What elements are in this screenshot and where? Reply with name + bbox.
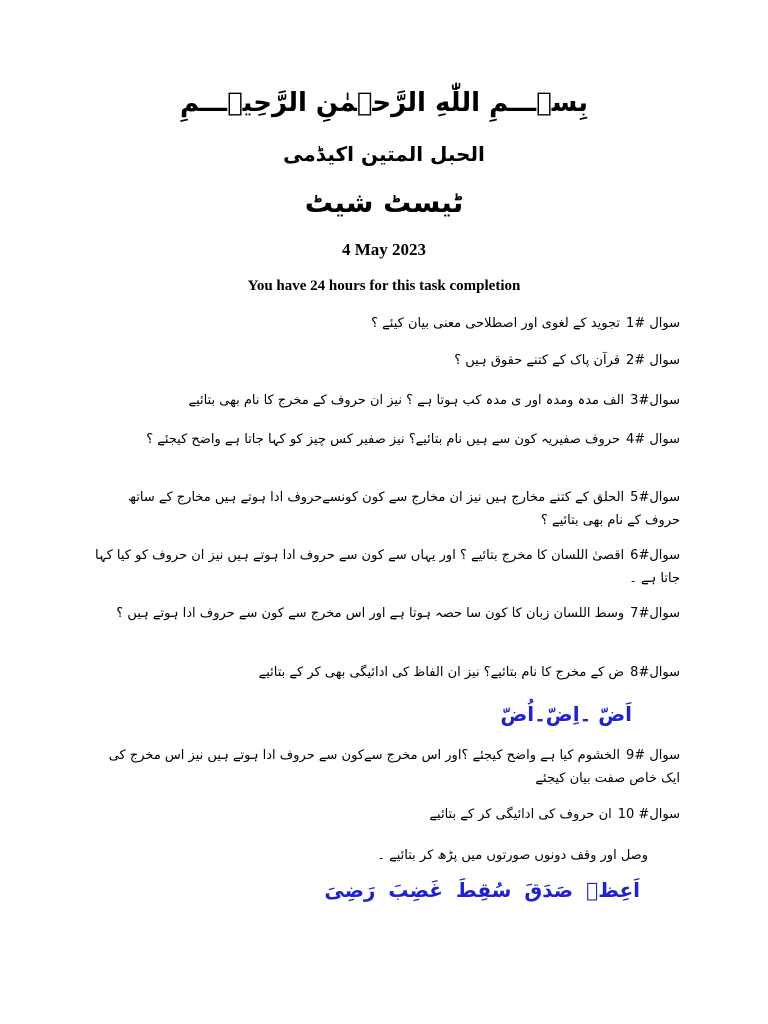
question-text: الحلق کے کتنے مخارج ہیں نیز ان مخارج سے کون کونسےحروف ادا ہوتے ہیں مخارج کے ساتھ حروف کے نام بھی بتائیے ؟	[128, 490, 680, 528]
question-number: سوال#5	[630, 490, 680, 505]
question-text: ض کے مخرج کا نام بتائیے؟ نیز ان الفاظ کی ادائیگی بھی کر کے بتائیے	[258, 665, 625, 680]
bismillah-heading: بِسۡـــمِ اللّٰهِ الرَّحۡمٰنِ الرَّحِيۡـــمِ	[180, 88, 588, 118]
question-text: اقصیٰ اللسان کا مخرج بتائیے ؟ اور یہاں سے کون سے حروف ادا ہوتے ہیں نیز ان حروف کو کیا کہا جاتا ہے ۔	[95, 548, 680, 586]
question-1	[90, 312, 680, 335]
dad-examples: اَضّ ۔اِضّ۔اُضّ	[500, 702, 632, 726]
question-6	[90, 544, 680, 590]
question-text: تجوید کے لغوی اور اصطلاحی معنی بیان کیئے ؟	[371, 316, 621, 331]
time-notice: You have 24 hours for this task completion	[247, 278, 521, 294]
question-5	[90, 486, 680, 532]
question-text: ان حروف کی ادائیگی کر کے بتائیے	[429, 807, 612, 822]
question-number: سوال #1	[626, 316, 680, 331]
question-number: سوال#3	[630, 393, 680, 408]
question-9	[90, 744, 680, 790]
question-number: سوال#8	[630, 665, 680, 680]
question-text: قرآن پاک کے کتنے حقوق ہیں ؟	[454, 353, 621, 368]
question-8	[90, 661, 680, 684]
question-3	[90, 389, 680, 412]
sheet-title: ٹیسٹ شیٹ	[304, 186, 464, 219]
question-number: سوال# 10	[617, 807, 680, 822]
question-10-note: وصل اور وقف دونوں صورتوں میں پڑھ کر بتائیے ۔	[377, 848, 648, 863]
question-7	[90, 602, 680, 625]
question-2	[90, 349, 680, 372]
question-number: سوال #4	[626, 432, 680, 447]
question-number: سوال #9	[626, 748, 680, 763]
academy-name: الحبل المتین اکیڈمی	[283, 142, 485, 166]
pronunciation-examples: اَعِظۡ صَدَقَ سُقِطَ غَضِبَ رَضِیَ	[324, 878, 640, 902]
question-number: سوال #2	[626, 353, 680, 368]
question-text: الخشوم کیا ہے واضح کیجئے ؟اور اس مخرج سےکون سے حروف ادا ہوتے ہیں نیز اس مخرج کی ایک خاص صفت بیان کیجئے	[108, 748, 680, 786]
test-date: 4 May 2023	[341, 240, 427, 259]
question-number: سوال#6	[630, 548, 680, 563]
question-number: سوال#7	[630, 606, 680, 621]
question-4	[90, 428, 680, 451]
question-text: وسط اللسان زبان کا کون سا حصہ ہوتا ہے اور اس مخرج سے کون سے حروف ادا ہوتے ہیں ؟	[116, 606, 625, 621]
question-text: الف مدہ ومدہ اور ی مدہ کب ہوتا ہے ؟ نیز ان حروف کے مخرج کا نام بھی بتائیے	[188, 393, 625, 408]
question-text: حروف صفیریہ کون سے ہیں نام بتائیے؟ نیز صفیر کس چیز کو کہا جاتا ہے واضح کیجئے ؟	[146, 432, 621, 447]
question-10	[90, 803, 680, 826]
